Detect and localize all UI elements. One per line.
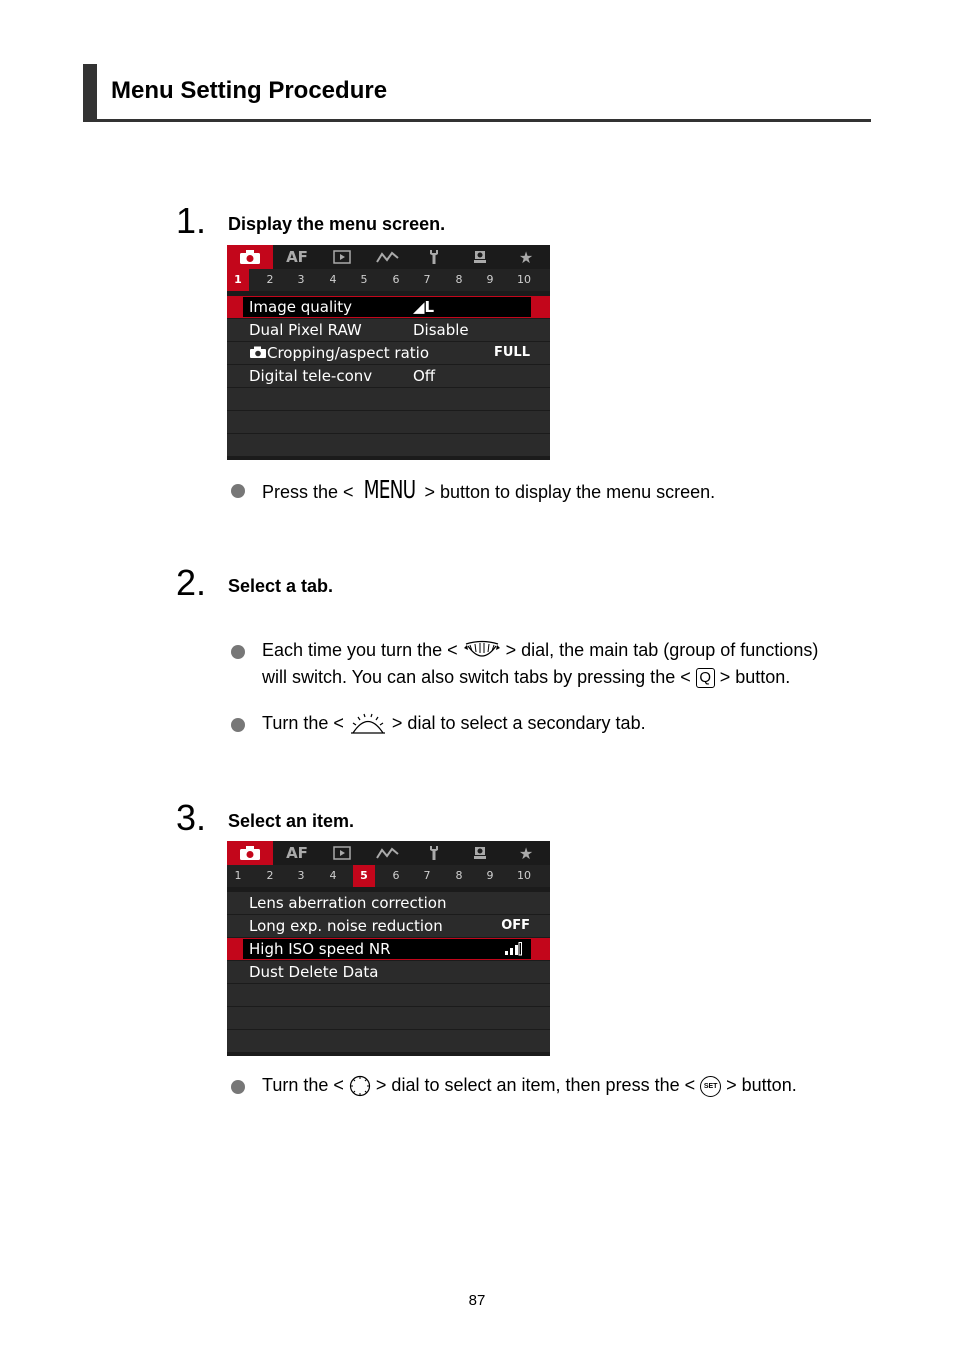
tab-af[interactable] — [281, 841, 313, 865]
subtab-6[interactable]: 6 — [392, 273, 400, 286]
header-accent-bar — [83, 64, 97, 122]
step-title-1: Display the menu screen. — [228, 214, 446, 234]
subtab-5[interactable]: 5 — [360, 273, 368, 286]
subtab-1[interactable]: 1 — [227, 269, 249, 291]
menu-item-digital-tele-conv[interactable] — [227, 365, 550, 388]
menu-item-empty — [227, 388, 550, 411]
menu-item-image-quality[interactable] — [227, 296, 550, 319]
tab-playback[interactable] — [327, 841, 357, 865]
bullet-text: Press the < MENU > button to display the menu screen. — [262, 475, 716, 504]
menu-item-empty — [227, 411, 550, 434]
subtab-1[interactable]: 1 — [234, 869, 242, 882]
menu-item-dual-pixel-raw[interactable] — [227, 319, 550, 342]
menu-item-empty — [227, 434, 550, 457]
menu-item-empty — [227, 984, 550, 1007]
menu-item-value: Disable — [413, 321, 469, 339]
section-title: Menu Setting Procedure — [111, 77, 388, 104]
control-wheel-icon — [349, 1075, 371, 1097]
subtab-6[interactable]: 6 — [392, 869, 400, 882]
menu-item-label: Dual Pixel RAW — [249, 321, 362, 339]
menu-item-label: Lens aberration correction — [249, 894, 447, 912]
sub-tab-bar — [227, 865, 550, 887]
menu-item-label: Dust Delete Data — [249, 963, 379, 981]
menu-item-value: Off — [413, 367, 436, 385]
menu-button-label: MENU — [363, 475, 415, 504]
subtab-4[interactable]: 4 — [329, 273, 337, 286]
tab-af[interactable] — [281, 245, 313, 269]
section-header — [83, 64, 871, 122]
tab-custom-functions[interactable] — [465, 245, 495, 269]
custom-icon — [472, 845, 488, 861]
menu-item-long-exp-nr[interactable] — [227, 915, 550, 938]
sub-tab-bar — [227, 269, 550, 291]
tab-playback[interactable] — [327, 245, 357, 269]
menu-item-label: Image quality — [249, 298, 353, 316]
subtab-9[interactable]: 9 — [486, 273, 494, 286]
camera-icon — [239, 845, 261, 861]
star-icon: ★ — [518, 843, 534, 863]
bullet-dot — [231, 1080, 245, 1094]
menu-item-label: Long exp. noise reduction — [249, 917, 443, 935]
play-icon — [333, 846, 351, 860]
menu-item-label: Digital tele-conv — [249, 367, 373, 385]
custom-icon — [472, 249, 488, 265]
level-bars-icon — [504, 942, 522, 956]
bullet-dot — [231, 484, 245, 498]
step-number-1: 1. — [176, 200, 207, 241]
menu-item-label: High ISO speed NR — [249, 940, 391, 958]
tab-shooting[interactable] — [227, 245, 273, 269]
main-tab-bar — [227, 841, 550, 865]
page-number: 87 — [468, 1292, 486, 1309]
tab-shooting[interactable] — [227, 841, 273, 865]
menu-item-value: OFF — [501, 918, 530, 933]
camera-icon — [249, 346, 267, 359]
tab-af-label: AF — [286, 844, 308, 862]
subtab-7[interactable]: 7 — [423, 273, 431, 286]
subtab-2[interactable]: 2 — [266, 273, 274, 286]
bullet-text: Turn the < > dial to select a secondary tab. — [262, 710, 862, 737]
star-icon: ★ — [518, 247, 534, 267]
bullet-text: Turn the < > dial to select an item, then press the < SET > button. — [262, 1072, 862, 1099]
tab-my-menu[interactable] — [511, 841, 541, 865]
tab-setup[interactable] — [419, 245, 449, 269]
bullet-dot — [231, 645, 245, 659]
subtab-9[interactable]: 9 — [486, 869, 494, 882]
play-icon — [333, 250, 351, 264]
wrench-icon — [427, 845, 441, 861]
menu-item-dust-delete-data[interactable] — [227, 961, 550, 984]
main-dial-icon — [463, 640, 501, 662]
q-button-icon: Q — [696, 668, 715, 688]
bullet-text: Each time you turn the < > dial, the main tab (group of functions) will switch. You can also switch tabs by pressing the < Q > button. — [262, 640, 819, 687]
subtab-5[interactable]: 5 — [353, 865, 375, 887]
subtab-7[interactable]: 7 — [423, 869, 431, 882]
tab-wireless[interactable] — [373, 245, 403, 269]
step-number-3: 3. — [176, 797, 207, 838]
tab-my-menu[interactable] — [511, 245, 541, 269]
menu-screen-shooting-5 — [227, 841, 550, 1056]
subtab-10[interactable]: 10 — [517, 869, 531, 882]
menu-item-label: Cropping/aspect ratio — [267, 344, 430, 362]
main-tab-bar — [227, 245, 550, 269]
subtab-3[interactable]: 3 — [297, 273, 305, 286]
wrench-icon — [427, 249, 441, 265]
camera-icon — [239, 249, 261, 265]
menu-item-high-iso-nr[interactable] — [227, 938, 550, 961]
wireless-icon — [376, 846, 400, 860]
step-title-3: Select an item. — [228, 811, 355, 831]
wireless-icon — [376, 250, 400, 264]
set-button-icon: SET — [700, 1076, 721, 1097]
menu-item-value: ◢L — [413, 298, 435, 316]
menu-item-lens-aberration[interactable] — [227, 892, 550, 915]
step-number-2: 2. — [176, 562, 207, 603]
quick-control-dial-icon — [349, 712, 387, 736]
menu-item-empty — [227, 1030, 550, 1053]
tab-af-label: AF — [286, 248, 308, 266]
tab-wireless[interactable] — [373, 841, 403, 865]
menu-item-value: FULL — [493, 345, 530, 360]
subtab-10[interactable]: 10 — [517, 273, 531, 286]
subtab-2[interactable]: 2 — [266, 869, 274, 882]
tab-custom-functions[interactable] — [465, 841, 495, 865]
subtab-4[interactable]: 4 — [329, 869, 337, 882]
subtab-3[interactable]: 3 — [297, 869, 305, 882]
step-title-2: Select a tab. — [228, 576, 334, 596]
menu-screen-shooting-1 — [227, 245, 550, 460]
subtab-8[interactable]: 8 — [455, 273, 463, 286]
menu-item-cropping-aspect-ratio[interactable] — [227, 342, 550, 365]
tab-setup[interactable] — [419, 841, 449, 865]
subtab-8[interactable]: 8 — [455, 869, 463, 882]
menu-item-empty — [227, 1007, 550, 1030]
bullet-dot — [231, 718, 245, 732]
menu-item-label-wrap — [249, 344, 429, 362]
